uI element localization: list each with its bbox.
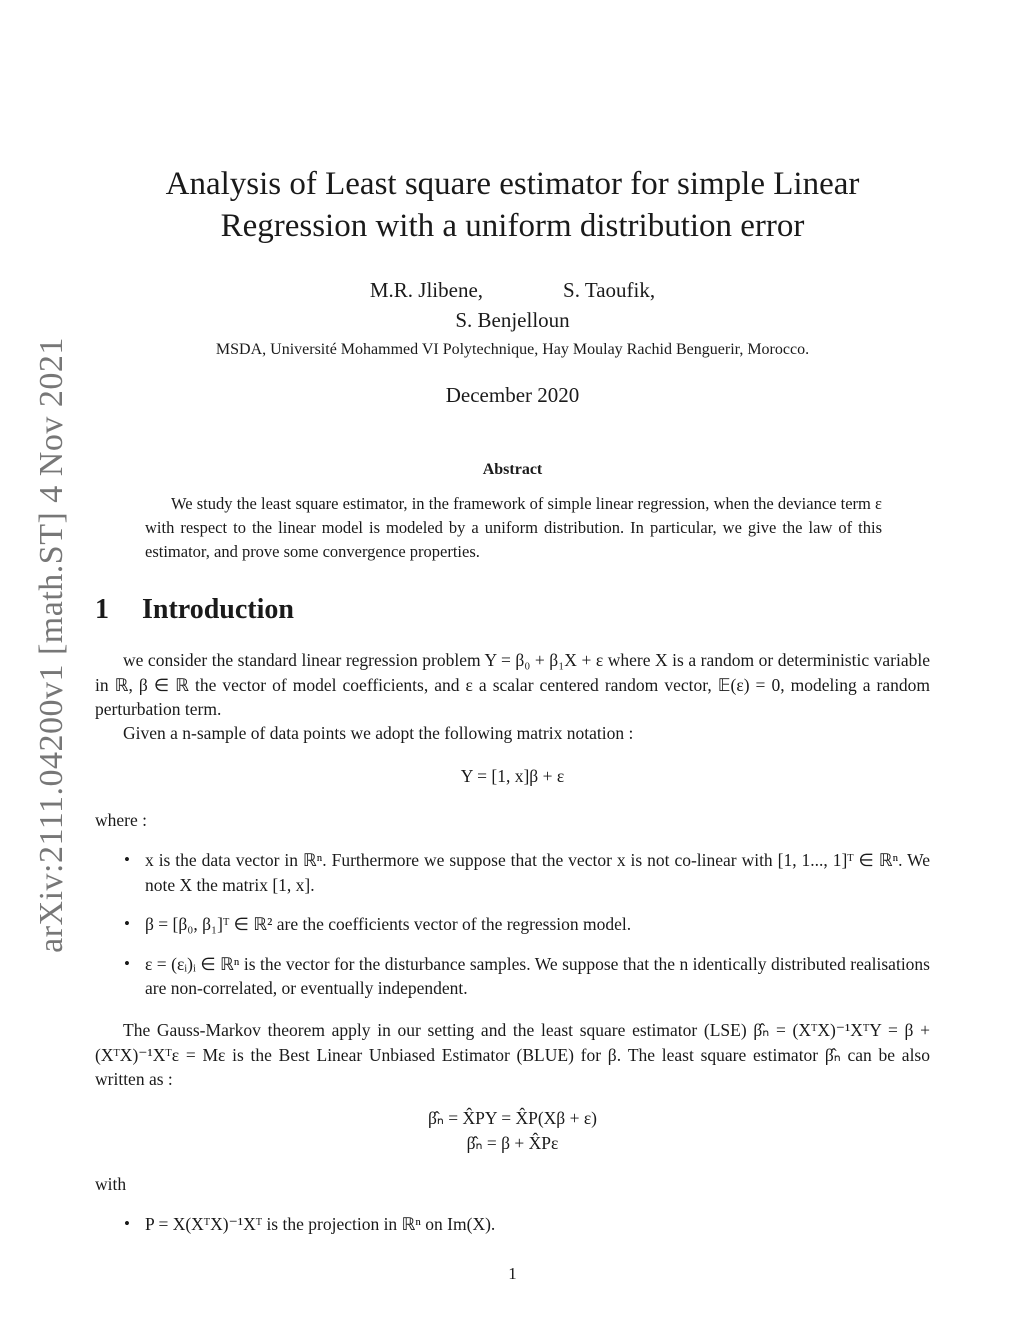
author-taoufik: S. Taoufik, bbox=[563, 278, 656, 302]
arxiv-identifier-stamp: arXiv:2111.04200v1 [math.ST] 4 Nov 2021 bbox=[33, 337, 70, 953]
author-jlibene: M.R. Jlibene, bbox=[369, 278, 484, 302]
page-number: 1 bbox=[508, 1264, 517, 1283]
list-item: • β = [β₀, β₁]ᵀ ∈ ℝ² are the coefficients vector of the regression model. bbox=[95, 912, 930, 937]
abstract-text: We study the least square estimator, in the framework of simple linear regression, when the deviance term ε with respect to the linear model is modeled by a uniform distribution. In particular, we give the law of this estimator, and prove some convergence properties. bbox=[145, 494, 882, 561]
definitions-list bbox=[95, 848, 930, 1001]
title-line-1: Analysis of Least square estimator for simple Linear bbox=[165, 166, 860, 202]
section-heading-introduction bbox=[95, 594, 294, 626]
author-list-line-2 bbox=[95, 307, 930, 334]
section-title: Introduction bbox=[142, 594, 294, 625]
intro-paragraph-2: Given a n-sample of data points we adopt the following matrix notation : bbox=[123, 723, 634, 743]
where-label: where : bbox=[95, 810, 147, 830]
bullet-icon: • bbox=[124, 850, 130, 869]
list-item: • x is the data vector in ℝⁿ. Furthermore we suppose that the vector x is not co-linear with [1, 1..., 1]ᵀ ∈ ℝⁿ. We note X the matrix [1, x]. bbox=[124, 850, 930, 895]
affiliation: MSDA, Université Mohammed VI Polytechnique, Hay Moulay Rachid Benguerir, Morocco. bbox=[215, 341, 810, 358]
list-item: • P = X(XᵀX)⁻¹Xᵀ is the projection in ℝⁿ on Im(X). bbox=[95, 1212, 930, 1237]
paper-title bbox=[95, 163, 930, 247]
equation-lse-2: β̂ₙ = β + X̂Pε bbox=[466, 1133, 559, 1153]
bullet-icon: • bbox=[124, 914, 130, 933]
with-label: with bbox=[95, 1174, 127, 1194]
bullet-icon: • bbox=[124, 1214, 130, 1233]
author-benjelloun: S. Benjelloun bbox=[455, 308, 570, 332]
list-item: • ε = (εᵢ)ᵢ ∈ ℝⁿ is the vector for the disturbance samples. We suppose that the n identically distributed realisations are non-correlated, or eventually independent. bbox=[124, 953, 930, 998]
paper-date: December 2020 bbox=[445, 383, 580, 407]
gauss-markov-paragraph: The Gauss-Markov theorem apply in our setting and the least square estimator (LSE) β̂ₙ = (XᵀX)⁻¹XᵀY = β + (XᵀX)⁻¹Xᵀε = Mε is the Best Linear Unbiased Estimator (BLUE) for β. The least square estimator β̂ₙ can be also written as : bbox=[95, 1020, 930, 1089]
bullet-icon: • bbox=[124, 953, 130, 973]
equation-model: Y = [1, x]β + ε bbox=[460, 766, 565, 786]
title-line-2: Regression with a uniform distribution error bbox=[220, 208, 805, 244]
section-number: 1 bbox=[95, 594, 109, 625]
author-list bbox=[95, 277, 930, 304]
intro-paragraph-1: we consider the standard linear regression problem Y = β₀ + β₁X + ε where X is a random or deterministic variable in ℝ, β ∈ ℝ the vector of model coefficients, and ε a scalar centered random vector, 𝔼(ε) = 0, modeling a random perturbation term. bbox=[95, 650, 930, 719]
equation-lse-1: β̂ₙ = X̂PY = X̂P(Xβ + ε) bbox=[427, 1108, 597, 1128]
abstract-heading: Abstract bbox=[482, 461, 543, 478]
projection-list bbox=[95, 1212, 930, 1237]
